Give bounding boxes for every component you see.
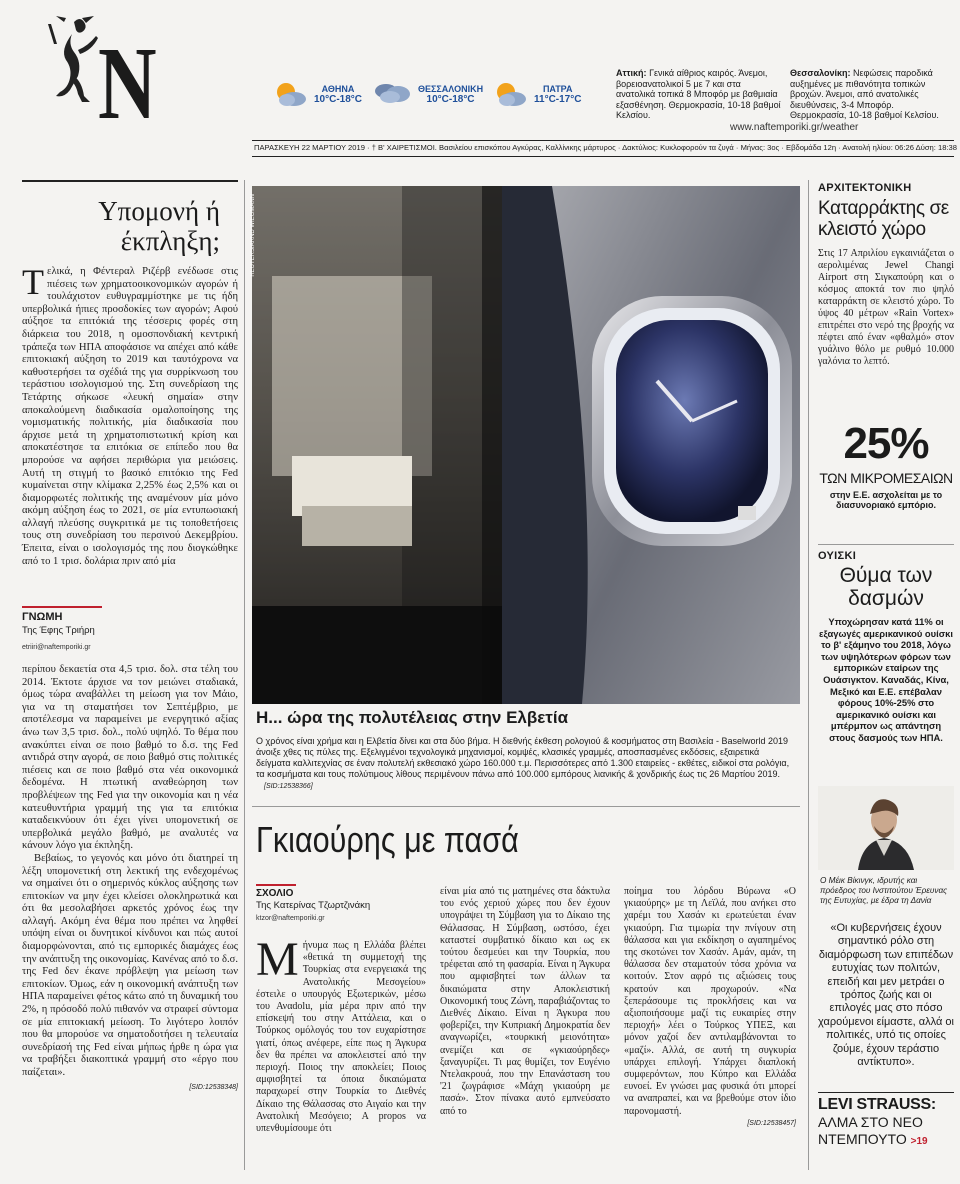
teaser-title: LEVI STRAUSS: (818, 1096, 936, 1113)
portrait-photo (818, 786, 954, 870)
column-paragraph-2: είναι μία από τις ματημένες στα δάκτυλα του ενός χεριού χώρες που δεν έχουν υπογράψει τη Σύμβαση για το Δίκαιο της Θάλασσας. Η Σύμβαση, ωστόσο, έχει καταστεί συμβατικό δίκαιο και ως εκ τούτου δεσμεύει και την Τουρκία, που τρέφεται από τη φασαρία. Είναι η Άγκυρα που αμφισβητεί των άλλων τα δικαιώματα στην Αποκλειστική Οικονομική τους Ζώνη, παραβιάζοντας το Διεθνές Δίκαιο. Είναι η Άγκυρα που φοβερίζει, την Κυπριακή Δημοκρατία δεν αναγνωρίζει, «τουρκική μειονότητα» ανεμίζει και σε «γκιαούρηδες» ξαναγυρίζει. Τι μας θυμίζει, τον Ευγένιο Ντελακρουά, που την Επανάσταση του '21 ζωγράφισε «Μάχη γκιαούρη με πασά». Στον πίνακα αυτό εμπνεύσατο από το (440, 886, 610, 1117)
opinion-article-continued (22, 664, 238, 1091)
arch-text: Στις 17 Απριλίου εγκαινιάζεται ο αερολιμένας Jewel Changi Airport στη Σιγκαπούρη και ο κόσμος αποκτά τον πιο ψηλό καταρράκτη σε κλειστό χώρο. Το ύψος 40 μέτρων «Rain Vortex» επιτρέπει στο νερό της βροχής να πέφτει από έναν «φθαλμό» στον γυάλινο θόλο με ρυθμό 10.000 γαλόνια το λεπτό. (818, 248, 954, 367)
feature-photo (252, 186, 800, 704)
opinion-title: Υπομονή ή έκπληξη; (98, 196, 220, 256)
opinion-email[interactable]: etriiri@naftemporiki.gr (22, 644, 91, 651)
column-author: Της Κατερίνας Τζωρτζινάκη (256, 900, 371, 911)
weather-athens (272, 80, 362, 108)
column-byline (256, 884, 426, 922)
stat-label: ΤΩΝ ΜΙΚΡΟΜΕΣΑΙΩΝ (819, 470, 953, 486)
weather-website-link[interactable]: www.naftemporiki.gr/weather (730, 122, 859, 133)
sidebar-stat (818, 420, 954, 510)
opinion-author: Της Έφης Τριήρη (22, 625, 95, 636)
forecast-thessaloniki (790, 68, 952, 121)
photo-credit: REUTERS/ARND WIEGMANN (250, 194, 256, 277)
masthead (0, 0, 960, 160)
forecast-attica (616, 68, 782, 121)
column-title: Γκιαούρης με πασά (256, 819, 519, 860)
feature-caption (256, 736, 796, 792)
weather-patra (492, 80, 581, 108)
opinion-drop-cap: Τ (22, 262, 44, 302)
masthead-letter: N (98, 26, 157, 141)
column-paragraph-1: Μήνυμα πως η Ελλάδα βλέπει «θετικά τη συμμετοχή της Τουρκίας στα ενεργειακά της Ανατολικής Μεσογείου» έστειλε ο υπουργός Εξωτερικών, μέσω του Αναdolu, μία μέρα πριν από την επίσκεψή του στην Αττάλεια, και ο Τούρκος ομόλογός του τον ευχαρίστησε γιατί, όπως ανέφερε, είπε πως η Άγκυρα δεν θα πρέπει να αποκλειστεί από την περιοχή. Ποιος την αποκλείει; Ποιος αμφισβητεί τα όποια δικαιώματα παραχωρεί στην Τουρκία το Διεθνές Δίκαιο της Θάλασσας στο Αιγαίο και την Ανατολική Μεσόγειο; Α propos να υπενθυμίσουμε ότι (256, 933, 426, 1135)
teaser-page: >19 (910, 1136, 928, 1147)
whisky-kicker: ΟΥΙΣΚΙ (818, 550, 857, 562)
opinion-byline (22, 606, 102, 651)
weather-city: ΘΕΣΣΑΛΟΝΙΚΗ (418, 83, 484, 94)
sun-cloud-icon (492, 80, 528, 108)
feature-sid: [SID:12538366] (264, 783, 313, 790)
arch-title: Καταρράκτης σε κλειστό χώρο (818, 198, 949, 240)
byline-accent-rule (22, 606, 102, 608)
feature-headline: Η... ώρα της πολυτέλειας στην Ελβετία (256, 708, 569, 727)
column-email[interactable]: ktzor@naftemporiki.gr (256, 915, 325, 922)
opinion-paragraph-1: Τελικά, η Φέντεραλ Ριζέρβ ενέδωσε στις πιέσεις των χρηματοοικονομικών αγορών ή τουλάχιστον ευθυγραμμίστηκε με τις ήδη υπερβολικά ήπιες προσδοκίες των αγορών; Αφού αύξησε τα επιτόκιά της τέσσερις φορές στη διάρκεια του 2018, η ομοσπονδιακή κεντρική τράπεζα των ΗΠΑ αποφάσισε να απέχει από κάθε επιτοκιακή αύξηση το 2019 και ταυτόχρονα να καθυστερήσει τα σχέδιά της για συρρίκνωση του τεράστιου ισολογισμού της. Στη συνεδρίαση της Τετάρτης σήκωσε «λευκή σημαία» στην αποκαλούμενη διαδικασία ομαλοποίησης της νομισματικής πολιτικής, μία διαδικασία που άρχισε μετά τη χρηματοπιστωτική κρίση και αποκατέστησε τα επιτόκια σε επίπεδο που θα μπορούσε να αφήσει περιθώρια για μειώσεις. Αυτή τη στιγμή το βασικό επιτόκιο της Fed κυμαίνεται στην κλίμακα 2,25% έως 2,5% και οι διαμορφωτές πολιτικής της αναμένουν μία μόνο ακόμη αύξηση έως το 2021, σε μία εντυπωσιακή αλλαγή πλεύσης συγκριτικά με τις τοποθετήσεις τους στη συνεδρίαση του περσινού Δεκεμβρίου. Έπειτα, είναι ο ισολογισμός της που διογκώθηκε από το 1 τρισ. δολάρια πριν από μία (22, 262, 238, 567)
teaser-subtitle: ΑΛΜΑ ΣΤΟ ΝΕΟ ΝΤΕΜΠΟΥΤΟ >19 (818, 1114, 928, 1147)
sidebar-whisky (818, 550, 954, 744)
watch-exhibition-image (252, 186, 800, 704)
sidebar-teaser[interactable] (818, 1096, 954, 1150)
weather-temp: 10°C-18°C (426, 93, 475, 105)
sidebar-portrait (818, 786, 954, 870)
column-text-col1 (256, 933, 426, 1135)
column-text-col2 (440, 886, 610, 1118)
column-text-col3 (624, 886, 796, 1127)
sun-cloud-icon (272, 80, 308, 108)
hermes-logo-icon (44, 14, 106, 112)
whisky-text: Υποχώρησαν κατά 11% οι εξαγωγές αμερικανικού ουίσκι το β' εξάμηνο του 2018, λόγω των υψηλότερων φόρων των εμπορικών εταίρων της Ουάσιγκτον. Καναδάς, Κίνα, Μεξικό και Ε.Ε. επέβαλαν φόρους 10%-25% στο αμερικανικό ουίσκι και μπέρμπον ως απάντηση στους δασμούς των ΗΠΑ. (819, 616, 953, 743)
opinion-paragraph-3: Βεβαίως, το γεγονός και μόνο ότι διατηρεί τη λέξη υπομονετική στη λεκτική της ενδεχομένως να σημαίνει ότι ο σημερινός κύκλος αύξησης των επιτοκίων να μην έχει κλείσει ολοκληρωτικά και ότι θα μεσολαβήσει αρκετός χρόνος έως την αλλαγή. Ακόμη ένα θέμα που πρέπει να ληφθεί υπόψη είναι οι δυνητικοί κίνδυνοι και πώς αυτοί διαμορφώνονται, από τις εμπορικές διαμάχες έως την ανάπτυξη της οικονομίας. Κανένας από το δ.σ. της Fed δεν έκανε πρόβλεψη για μείωση των επιτοκίων. Όμως, εάν η οικονομική ανάπτυξη των ΗΠΑ παραμείνει φέτος κάτω από τη δυναμική του 2%, η πρόσοδό πολύ πιθανόν να στραφεί σύντομα σε μία επιτοκιακή μείωση. Το λιγότερο λοιπόν που θα μπορούσε να σηματοδοτήσει η τελευταία συνεδρίασή της Fed είναι μήπως ήρθε η ώρα για να τραβήξει διακοπτικά γραμμή στο «έργο που παίζεται». (22, 852, 239, 1078)
arch-kicker: ΑΡΧΙΤΕΚΤΟΝΙΚΗ (818, 182, 912, 194)
left-column-divider (244, 180, 245, 1170)
column-drop-cap: Μ (256, 933, 299, 986)
weather-temp: 10°C-18°C (314, 93, 363, 105)
dateline-rule-top (252, 140, 954, 141)
forecast-thess-label: Θεσσαλονίκη: (790, 68, 851, 78)
dateline: ΠΑΡΑΣΚΕΥΗ 22 ΜΑΡΤΙΟΥ 2019 · † Β' ΧΑΙΡΕΤΙΣΜΟΙ. Βασιλείου επισκόπου Αγκύρας, Καλλίνικης μάρτυρος · Δακτύλιος: Κυκλοφορούν τα ζυγά · Μήνας: 3ος · Εβδομάδα 12η · Ανατολή ηλίου: 06:26 Δύση: 18:38 (254, 143, 957, 152)
sidebar-rule-1 (818, 544, 954, 545)
stat-text: στην Ε.Ε. ασχολείται με το διασυνοριακό εμπόριο. (829, 490, 943, 510)
weather-thessaloniki (372, 80, 483, 108)
feature-caption-text: Ο χρόνος είναι χρήμα και η Ελβετία δίνει και στα δύο βήμα. Η διεθνής έκθεση ρολογιού & κοσμήματος στη Βασιλεία - Baselworld 2019 άνοιξε χθες τις πύλες της. Εξελιγμένοι τεχνολογικά μηχανισμοί, κομψές, κλασικές γραμμές, αποσπασμένες εκδόσεις, εξαιρετικά δείγματα καλλιτεχνίας σε έναν πολυτελή εκθεσιακό χώρο 160.000 τ.μ. Περισσότερες από 1.300 εταιρείες - εκθέτες, ειδικοί στα ρολόγια, τα κοσμήματα και τους πολύτιμους λίθους περιμένουν πάνω από 100.000 εμπόρους λιανικής & χονδρικής έως τις 26 Μαρτίου 2019. (256, 736, 790, 779)
column-sid: [SID:12538457] (747, 1119, 796, 1127)
weather-city: ΠΑΤΡΑ (542, 83, 573, 94)
opinion-paragraph-2: περίπου δεκαετία στα 4,5 τρισ. δολ. στα τέλη του 2014. Έκτοτε άρχισε να τον μειώνει σταδιακά, όμως τώρα αναβάλλει τη μείωση για τον Μάιο, για να τη σταματήσει τον Σεπτέμβριο, με αποτέλεσμα να παραμείνει με ενεργητικό αξίας άνω των 3,5 τρισ. δολ., πολύ υψηλό. Το θέμα που ανακύπτει είναι σε ποιο βαθμό το δ.σ. της Fed αντιδρά στην αγορά, σε ποιο βαθμό στις πολιτικές πιέσεις και σε ποιο βαθμό στα νέα οικονομικά δεδομένα. Η πτωτική αναθεώρηση των προβλέψεων της Fed για την οικονομία και η νέα κατευθυντήρια γραμμή της για τα επιτόκια καταδεικνύουν ότι έχει γίνει υπομονετική σε υπερβολικά μεγάλο βαθμό, με αναλυτές να κάνουν λόγο για έκπληξη. (22, 664, 238, 852)
column-label: ΣΧΟΛΙΟ (256, 888, 294, 899)
feature-bottom-rule (252, 806, 800, 807)
portrait-caption: Ο Μέικ Βίκινγκ, ιδρυτής και πρόεδρος του Ινστιτούτου Έρευνας της Ευτυχίας, με έδρα τη Δανία (820, 876, 948, 905)
opinion-sid: [SID:12538348] (189, 1083, 238, 1091)
forecast-attica-label: Αττική: (616, 68, 647, 78)
forecast-attica-text: Γενικά αίθριος καιρός. Άνεμοι, βορειοανατολικοί 5 με 7 και στα ανατολικά τοπικά 8 Μποφόρ με βαθμιαία εξασθένηση. Θερμοκρασία, 10-18 βαθμοί Κελσίου. (616, 68, 781, 121)
byline-accent-rule (256, 884, 296, 886)
rain-cloud-icon (372, 80, 412, 108)
weather-city: ΑΘΗΝΑ (321, 83, 355, 94)
opinion-article (22, 262, 238, 568)
right-sidebar-divider (808, 180, 809, 1170)
column-paragraph-3: ποίημα του λόρδου Βύρωνα «Ο γκιαούρης» με τη Λεϊλά, που ανήκει στο χαρέμι του Χασάν κι ερωτεύεται έναν γκιαούρη. Για τιμωρία την πνίγουν στη θάλασσα και για εκδίκηση ο αγαπημένος της σκοτώνει τον Χασάν. Αμάν, αμάν, τη θάλασσα δεν σταματούν τόσα χρόνια να κοιτούν. Στον αφρό τις αξιώσεις τους κρατούν και προχωρούν. «Να ξεπεράσουμε τις προκλήσεις και να αξιοποιήσουμε μαζί τις ευκαιρίες στην περιοχή» λέει ο Τούρκος ΥΠΕΞ, και μόνον χαζοί δεν αντιλαμβάνονται το «μαζί». Αλλά, σε αυτή τη συγκυρία υπάρχει επιλογή. Υπάρχει διαπλοκή συμφερόντων, που Κύπρο και Ελλάδα ευνοεί. Εν γνώσει μας φυσικά ότι μπορεί να αναπραπεί, και να βρεθούμε στον ίδιο παρονομαστή. (624, 886, 796, 1117)
sidebar-quote: «Οι κυβερνήσεις έχουν σημαντικό ρόλο στη διαμόρφωση των επιπέδων ευτυχίας των πολιτών, επειδή και μεν μετράει ο τρόπος ζωής και οι επιλογές μας στο πόσο χαρούμενοι είμαστε, αλλά οι πολιτικές, υπό τις οποίες ζούμε, έχουν τεράστιο αντίκτυπο». (818, 922, 954, 1069)
whisky-title: Θύμα των δασμών (839, 564, 933, 610)
weather-temp: 11°C-17°C (534, 93, 582, 105)
opinion-label: ΓΝΩΜΗ (22, 611, 63, 623)
dateline-rule-bottom (252, 156, 954, 157)
forecast-thess-text: Νεφώσεις παροδικά αυξημένες με πιθανότητα τοπικών βροχών. Άνεμοι, από ανατολικές διευθύνσεις, 3-4 Μποφόρ. Θερμοκρασία, 10-18 βαθμοί Κελσίου. (790, 68, 939, 121)
left-column-top-rule (22, 180, 238, 182)
teaser-rule (818, 1092, 954, 1093)
sidebar-architecture (818, 182, 954, 368)
stat-value: 25% (843, 419, 929, 468)
